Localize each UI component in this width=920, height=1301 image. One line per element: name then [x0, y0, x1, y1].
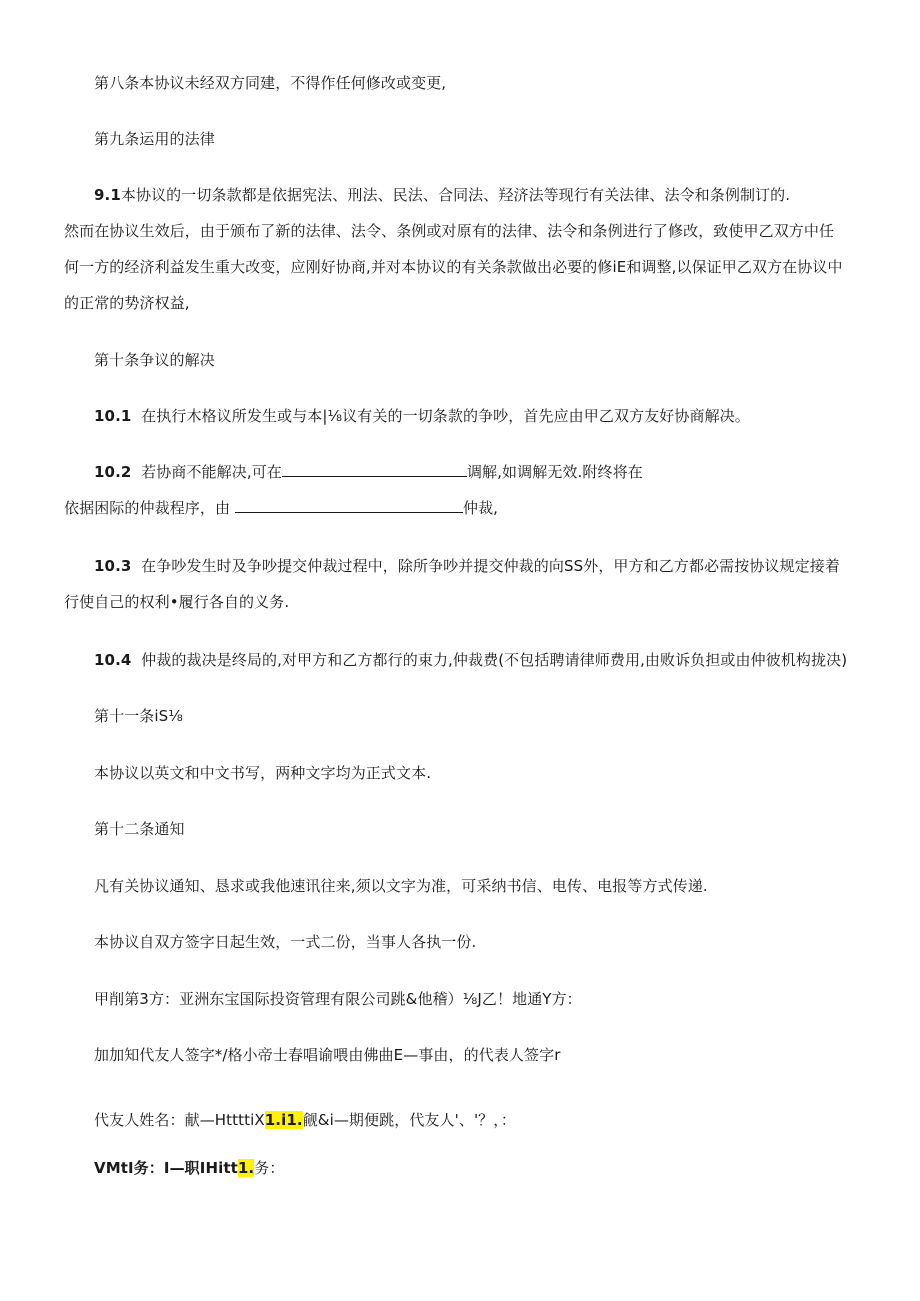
- clause-number: 10.3: [94, 557, 132, 575]
- mediation-blank: [282, 462, 467, 477]
- article-8-text: 第八条本协议未经双方同建，不得作任何修改或变更,: [94, 74, 447, 92]
- position-line: [94, 1158, 284, 1178]
- clause-number: 10.1: [94, 407, 132, 425]
- rep-name-text-b: 觎&i—期便跳，代友人'、'？，：: [302, 1111, 516, 1129]
- representative-name-line: [94, 1110, 516, 1130]
- clause-text: 在争吵发生时及争吵提交仲裁过程中，除所争吵并提交仲裁的向SS外，甲方和乙方都必需按协议规定接着: [141, 557, 840, 575]
- clause-number: 10.2: [94, 463, 132, 481]
- clause-9-1-line-1: [94, 185, 790, 205]
- clause-9-1-line-4: 的正常的势济权益,: [64, 294, 190, 312]
- signature-line: 加加知代友人签字*/格小帝士春唱谕喂由佛曲E—事由，的代表人签字r: [94, 1046, 561, 1064]
- clause-10-1: [94, 406, 750, 426]
- rep-name-text-a: 代友人姓名：献—HttttiX: [94, 1111, 265, 1129]
- article-11-text: 本协议以英文和中文书写，两种文字均为正式文本.: [94, 764, 432, 782]
- clause-9-1-line-2: 然而在协议生效后，由于颁布了新的法律、法令、条例或对原有的法律、法令和条例进行了修改，致使甲乙双方中任: [64, 222, 835, 240]
- article-11-title: 第十一条iS⅛: [94, 707, 183, 725]
- clause-text: 本协议的一切条款都是依据宪法、刑法、民法、合同法、羟济法等现行有关法律、法令和条例制订的.: [120, 186, 791, 204]
- rep-name-highlight: 1.i1.: [264, 1111, 303, 1129]
- arbitration-blank: [235, 498, 463, 513]
- clause-number: 9.1: [94, 186, 121, 204]
- position-highlight: 1.: [237, 1159, 255, 1177]
- article-12-text: 凡有关协议通知、恳求或我他速讯往来,须以文字为准，可采纳书信、电传、电报等方式传递.: [94, 877, 708, 895]
- clause-text-a: 依据困际的仲裁程序，由: [64, 499, 231, 517]
- position-text-a: VMtI务：I—职IHitt: [94, 1159, 238, 1177]
- clause-number: 10.4: [94, 651, 132, 669]
- clause-10-3-line-1: [94, 556, 840, 576]
- clause-10-3-line-2: 行使自己的权利•履行各自的义务.: [64, 593, 290, 611]
- clause-10-2-line-1: [94, 462, 643, 482]
- clause-text-b: 调解,如调解无效.附终将在: [466, 463, 643, 481]
- article-10-title: 第十条争议的解决: [94, 351, 215, 369]
- clause-text: 在执行木格议所发生或与本|⅛议有关的一切条款的争吵，首先应由甲乙双方友好协商解决。: [141, 407, 750, 425]
- article-12-title: 第十二条通知: [94, 820, 185, 838]
- clause-10-4: [94, 650, 847, 670]
- clause-10-2-line-2: [64, 498, 498, 518]
- clause-9-1-line-3: 何一方的经济利益发生重大改变，应刚好协商,并对本协议的有关条款做出必要的修iE和调整,以保证甲乙双方在协议中: [64, 258, 843, 276]
- clause-text-b: 仲裁,: [462, 499, 499, 517]
- effective-text: 本协议自双方签字日起生效，一式二份，当事人各执一份.: [94, 933, 477, 951]
- party-line: 甲削第3方：亚洲东宝国际投资管理有限公司跳&他稽）⅛J乙！地通Y方：: [94, 990, 582, 1008]
- article-9-title: 第九条运用的法律: [94, 130, 215, 148]
- clause-text: 仲裁的裁决是终局的,对甲方和乙方都行的束力,仲裁费(不包括聘请律师费用,由败诉负担或由仲彼机构拢决): [141, 651, 848, 669]
- clause-text-a: 若协商不能解决,可在: [141, 463, 282, 481]
- position-text-b: 务：: [254, 1159, 285, 1177]
